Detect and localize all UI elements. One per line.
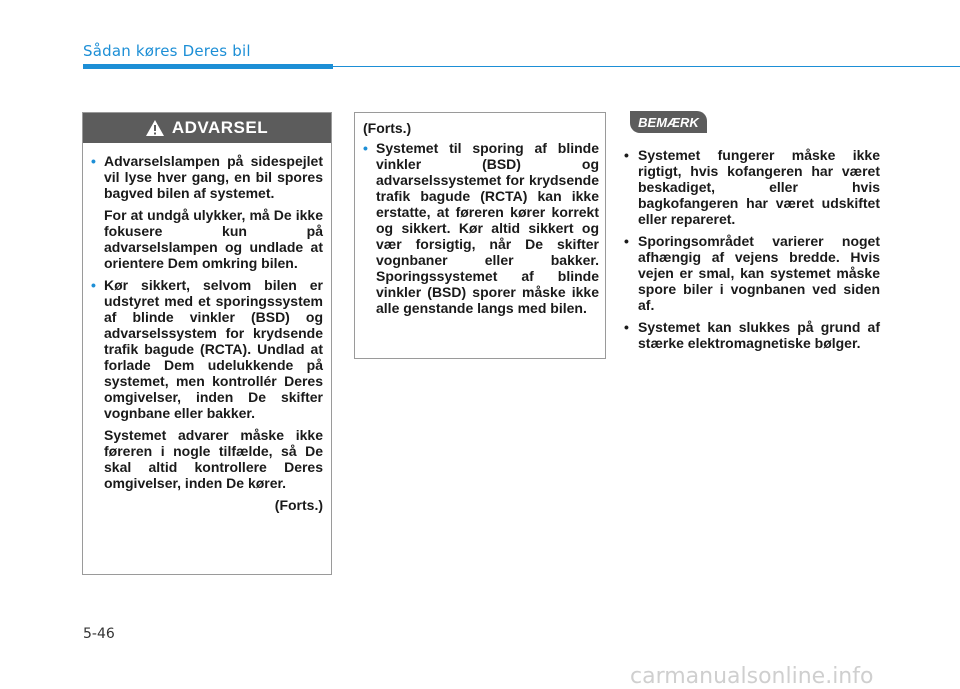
warning-paragraph: For at undgå ulykker, må De ikke fokusere kun på advarselslampen og undlade at orientere Dem omkring bilen. — [104, 207, 323, 271]
note-item — [624, 233, 880, 313]
note-badge: BEMÆRK — [630, 111, 707, 133]
continuation-item-text: Systemet til sporing af blinde vinkler (BSD) og advarselssystemet for krydsende trafik bagude (RCTA) kan ikke erstatte, at føreren kører korrekt og sikkert. Kør altid sikkert og vær forsigtig, når De skifter vognbaner eller bakker. Sporingssystemet af blinde vinkler (BSD) sporer måske ikke alle genstande langs med bilen. — [376, 140, 599, 316]
continuation-item — [363, 140, 599, 316]
warning-box — [82, 112, 332, 575]
warning-paragraph: Systemet advarer måske ikke føreren i nogle tilfælde, så De skal altid kontrollere Deres omgivelser, inden De kører. — [104, 427, 323, 491]
warning-header — [83, 113, 331, 143]
note-item-text: Sporingsområdet varierer noget afhængig af vejens bredde. Hvis vejen er smal, kan systemet måske spore biler i vognbanen ved siden af. — [638, 233, 880, 313]
continuation-box — [354, 112, 606, 359]
note-item — [624, 147, 880, 227]
bullet-dot-icon: • — [91, 277, 96, 293]
section-title: Sådan køres Deres bil — [83, 42, 251, 60]
warning-continued: (Forts.) — [274, 497, 323, 513]
continuation-label: (Forts.) — [363, 120, 412, 136]
header-rule-thick — [83, 64, 333, 69]
watermark: carmanualsonline.info — [630, 664, 874, 689]
warning-item-text: Advarselslampen på sidespejlet vil lyse hver gang, en bil spores bagved bilen af systemet. — [104, 153, 323, 201]
note-body — [624, 147, 880, 357]
page-number: 5-46 — [83, 626, 115, 642]
header-rule-thin — [333, 66, 960, 67]
warning-triangle-icon — [146, 120, 164, 136]
warning-item-text: Kør sikkert, selvom bilen er udstyret med et sporingssystem af blinde vinkler (BSD) og advarselssystem for krydsende trafik bagude (RCTA). Undlad at forlade Dem udelukkende på systemet, men kontrollér Deres omgivelser, inden De skifter vognbane eller bakker. — [104, 277, 323, 421]
bullet-dot-icon: • — [91, 153, 96, 169]
warning-item — [91, 153, 323, 201]
bullet-dot-icon: • — [624, 233, 629, 249]
note-item — [624, 319, 880, 351]
continuation-body — [363, 120, 599, 322]
bullet-dot-icon: • — [624, 319, 629, 335]
warning-body — [91, 153, 323, 513]
note-item-text: Systemet fungerer måske ikke rigtigt, hvis kofangeren har været beskadiget, eller hvis bagkofangeren har været udskiftet eller repareret. — [638, 147, 880, 227]
bullet-dot-icon: • — [363, 140, 368, 156]
warning-heading: ADVARSEL — [171, 118, 269, 137]
note-item-text: Systemet kan slukkes på grund af stærke elektromagnetiske bølger. — [638, 319, 880, 351]
bullet-dot-icon: • — [624, 147, 629, 163]
warning-item — [91, 277, 323, 421]
